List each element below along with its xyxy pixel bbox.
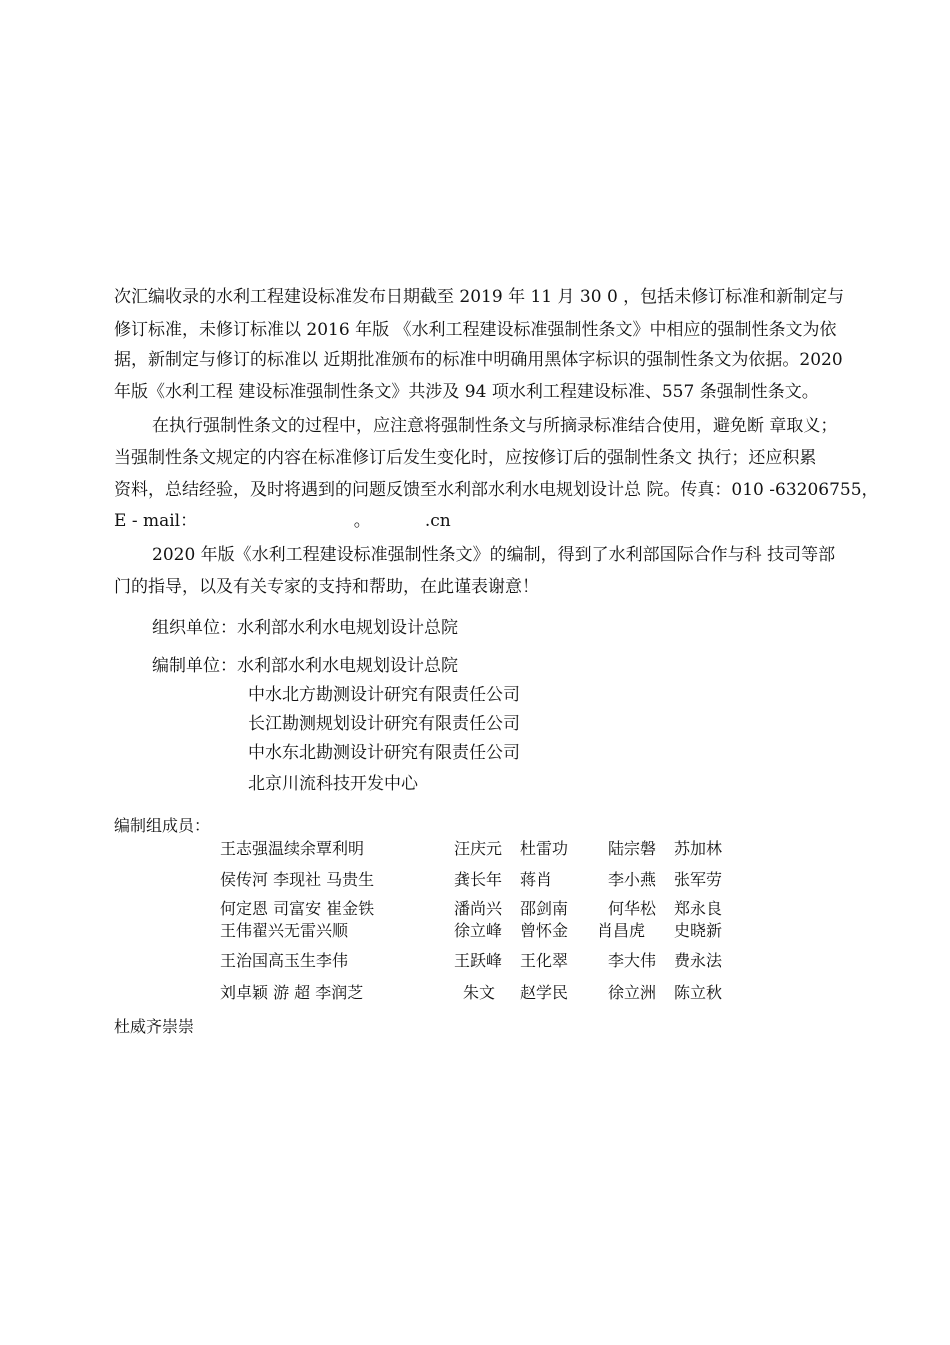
member-names: 侯传河 李现社 马贵生 (220, 870, 375, 889)
member-name: 郑永良 (674, 899, 723, 918)
member-name: 史晓新 (674, 921, 723, 940)
member-names: 王治国高玉生李伟 (220, 951, 349, 970)
member-name: 杜雷功 (520, 839, 569, 858)
text-line: 门的指导，以及有关专家的支持和帮助，在此谨表谢意！ (114, 577, 539, 597)
editor-name: 中水东北勘测设计研究有限责任公司 (248, 743, 520, 763)
member-name: 王化翠 (520, 951, 569, 970)
member-name: 李大伟 (608, 951, 657, 970)
member-name: 汪庆元 (454, 839, 503, 858)
member-name: 何华松 (608, 899, 657, 918)
member-name: 徐立洲 (608, 983, 657, 1002)
text-line: 修订标准，未修订标准以 2016 年版 《水利工程建设标准强制性条文》中相应的强制性条文为依 (114, 320, 837, 340)
editor-name: 中水北方勘测设计研究有限责任公司 (248, 685, 520, 705)
text-line: 年版《水利工程 建设标准强制性条文》共涉及 94 项水利工程建设标准、557 条强制性条文。 (114, 382, 819, 402)
text-line: 次汇编收录的水利工程建设标准发布日期截至 2019 年 11 月 30 0 ，包括未修订标准和新制定与 (114, 287, 845, 307)
member-name: 王跃峰 (454, 951, 503, 970)
member-name: 费永法 (674, 951, 723, 970)
text-line: 当强制性条文规定的内容在标准修订后发生变化时，应按修订后的强制性条文 执行；还应积累 (114, 448, 817, 468)
member-name: 蒋肖 (520, 870, 553, 889)
member-name: 潘尚兴 (454, 899, 503, 918)
editor-label: 编制单位： (152, 656, 237, 676)
text-line: 据，新制定与修订的标准以 近期批准颁布的标准中明确用黑体字标识的强制性条文为依据。2020 (114, 350, 843, 370)
member-name: 张军劳 (674, 870, 723, 889)
editor-name: 北京川流科技开发中心 (248, 774, 418, 794)
member-names: 王伟翟兴无雷兴顺 (220, 921, 349, 940)
organizer-label: 组织单位： (152, 618, 237, 638)
member-name: 李小燕 (608, 870, 657, 889)
member-name: 曾怀金 (520, 921, 569, 940)
member-names-last: 杜威齐崇崇 (114, 1017, 195, 1036)
text-line: 2020 年版《水利工程建设标准强制性条文》的编制，得到了水利部国际合作与科 技司等部 (152, 545, 836, 565)
text-line: E - mail： 。 .cn (114, 511, 451, 531)
member-name: 陈立秋 (674, 983, 723, 1002)
member-name: 苏加林 (674, 839, 723, 858)
member-name: 龚长年 (454, 870, 503, 889)
member-name: 徐立峰 (454, 921, 503, 940)
member-names: 何定恩 司富安 崔金铁 (220, 899, 375, 918)
member-names: 王志强温续余覃利明 (220, 839, 365, 858)
member-name: 赵学民 (520, 983, 569, 1002)
member-names: 刘卓颖 游 超 李润芝 (220, 983, 364, 1002)
organizer-name: 水利部水利水电规划设计总院 (237, 618, 458, 638)
text-line: 资料，总结经验，及时将遇到的问题反馈至水利部水利水电规划设计总 院。传真：010 -63206755， (114, 480, 879, 500)
member-name: 陆宗磐 (608, 839, 657, 858)
editor-name: 水利部水利水电规划设计总院 (237, 656, 458, 676)
member-name: 肖昌虎 (597, 921, 646, 940)
text-line: 在执行强制性条文的过程中，应注意将强制性条文与所摘录标准结合使用，避免断 章取义； (152, 416, 838, 436)
members-label: 编制组成员： (114, 816, 211, 835)
editor-name: 长江勘测规划设计研究有限责任公司 (248, 714, 520, 734)
member-name: 邵剑南 (520, 899, 569, 918)
member-name: 朱文 (463, 983, 496, 1002)
